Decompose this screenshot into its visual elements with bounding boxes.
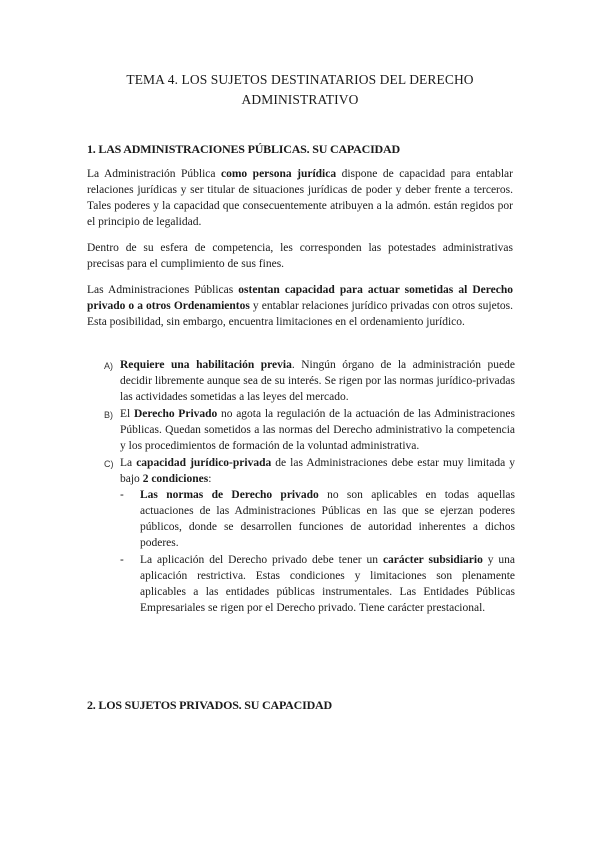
dash-marker: - [120,489,124,501]
bold-phrase: como persona jurídica [221,168,337,180]
section-2-heading: 2. LOS SUJETOS PRIVADOS. SU CAPACIDAD [87,698,332,712]
bold-phrase: capacidad jurídico-privada [136,457,272,469]
document-title [60,70,540,110]
list-marker: B) [104,410,113,420]
list-item-b: B) El Derecho Privado no agota la regulación de la actuación de las Administraciones Públicas. Quedan sometidos a las normas del Derecho administrativo la competencia y los procedimientos de formación de la voluntad administrativa. [104,408,515,452]
title-line-1: TEMA 4. LOS SUJETOS DESTINATARIOS DEL DERECHO [126,72,474,87]
section-1-heading: 1. LAS ADMINISTRACIONES PÚBLICAS. SU CAPACIDAD [87,142,400,156]
lettered-list [104,357,515,616]
section-1-paragraph-1: La Administración Pública como persona jurídica dispone de capacidad para entablar relaciones jurídicas y ser titular de situaciones jurídicas de poder y deber frente a terceros. Tales poderes y la capacidad que consecuentemente atribuyen a la admón. están regidos por el principio de legalidad. [87,168,513,228]
list-marker: C) [104,459,114,469]
list-marker: A) [104,361,113,371]
section-1-paragraph-3: Las Administraciones Públicas ostentan capacidad para actuar sometidas al Derecho privado o a otros Ordenamientos y entablar relaciones jurídico privadas con otros sujetos. Esta posibilidad, sin embargo, encuentra limitaciones en el ordenamiento jurídico. [87,284,513,328]
title-line-2: ADMINISTRATIVO [241,92,359,107]
list-item-a: A) Requiere una habilitación previa. Ningún órgano de la administración puede decidir libremente aunque sea de su interés. Se rigen por las normas jurídico-privadas las actividades sometidas a las leyes del mercado. [104,359,515,403]
bold-phrase: Derecho Privado [133,408,218,420]
bold-phrase: Requiere una habilitación previa [120,359,292,371]
dash-marker: - [120,554,124,566]
section-1-paragraph-2: Dentro de su esfera de competencia, les corresponden las potestades administrativas precisas para el cumplimiento de sus fines. [87,242,513,270]
list-item-c: C) La capacidad jurídico-privada de las Administraciones debe estar muy limitada y bajo 2 condiciones: - Las normas de Derecho privado no son aplicables en todas aquellas actuaciones de las Administraciones Públicas en las que se ejerzan poderes públicos, donde se desarrollen funciones de autoridad inherentes a dichos poderes. - La aplicación del Derecho privado debe tener un carácter subsidiario y una aplicación restrictiva. Estas condiciones y limitaciones son plenamente aplicables a las entidades públicas instrumentales. Las Entidades Públicas Empresariales se rigen por el Derecho privado. Tiene carácter prestacional. [104,457,515,614]
bold-phrase: 2 condiciones [142,473,209,485]
sublist-item-1: - Las normas de Derecho privado no son aplicables en todas aquellas actuaciones de las Administraciones Públicas en las que se ejerzan poderes públicos, donde se desarrollen funciones de autoridad inherentes a dichos poderes. [120,489,515,549]
bold-phrase: ostentan capacidad para actuar sometidas al Derecho privado o a otros Ordenamientos [87,284,513,312]
bold-phrase: Las normas de Derecho privado [140,489,319,501]
sublist-item-2: - La aplicación del Derecho privado debe tener un carácter subsidiario y una aplicación restrictiva. Estas condiciones y limitaciones son plenamente aplicables a las entidades públicas instrumentales. Las Entidades Públicas Empresariales se rigen por el Derecho privado. Tiene carácter prestacional. [120,554,515,614]
bold-phrase: carácter subsidiario [382,554,483,566]
dash-sublist [120,487,515,616]
